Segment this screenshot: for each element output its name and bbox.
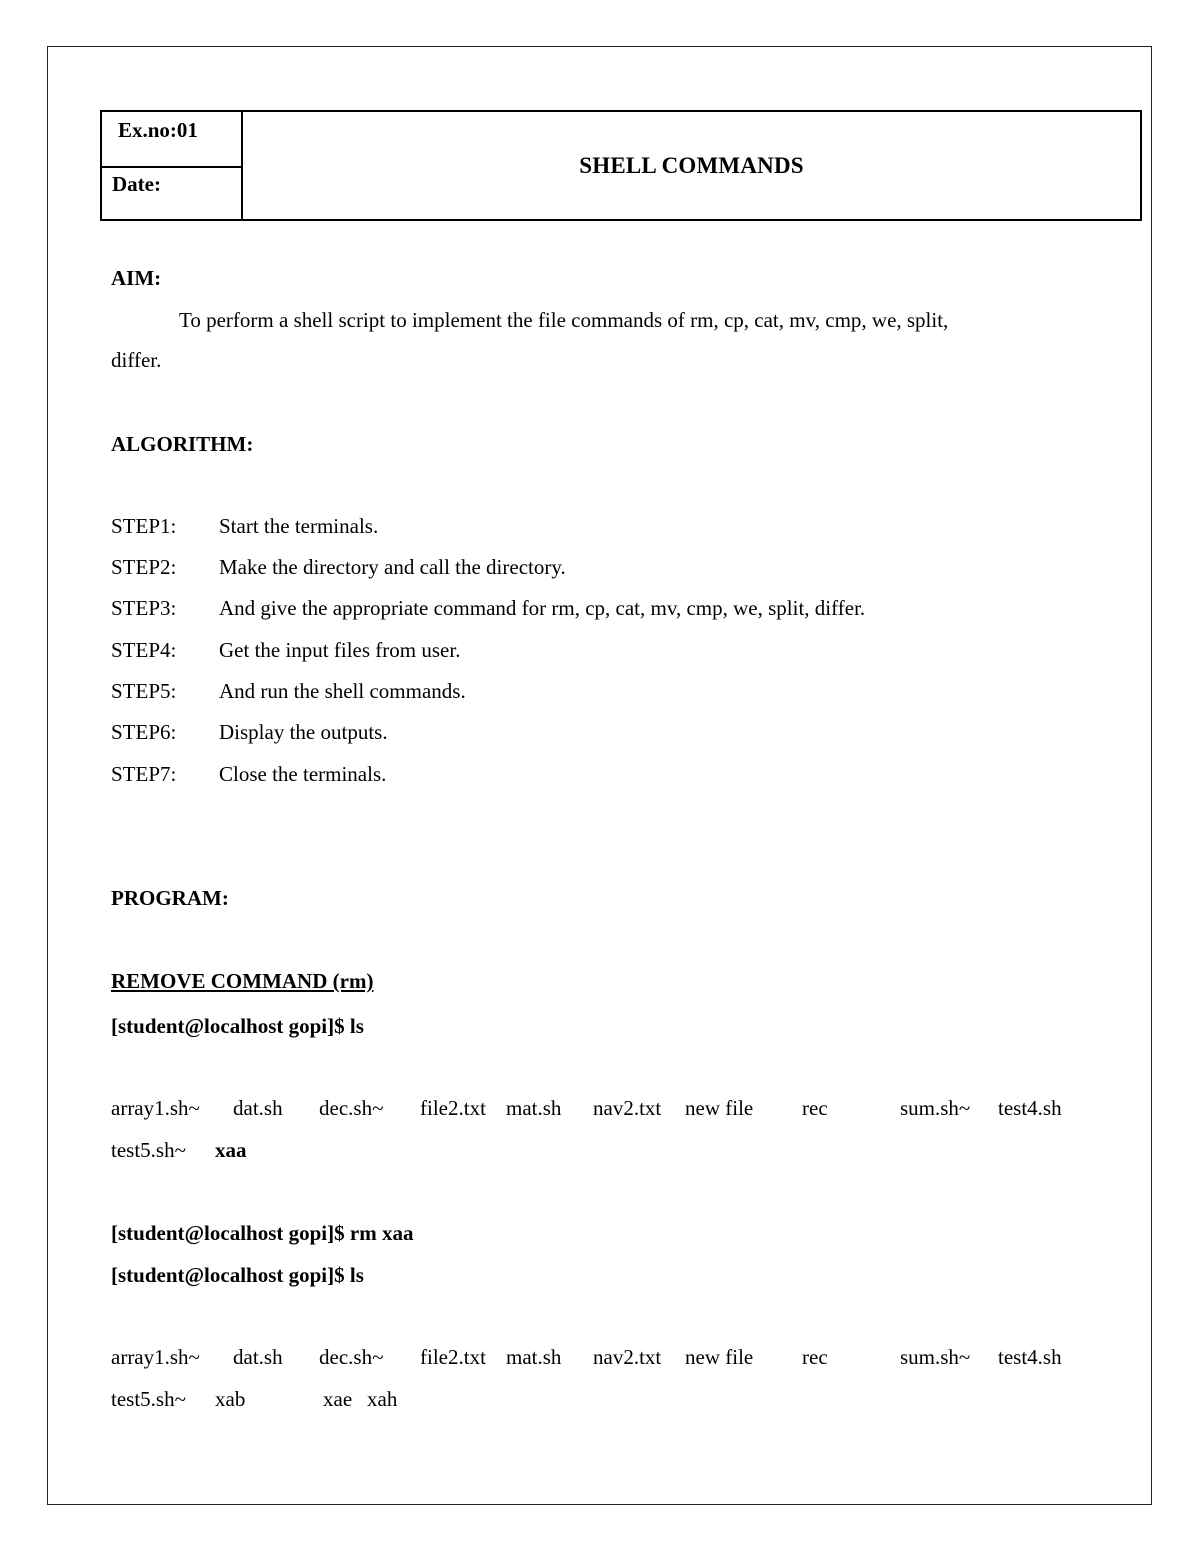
program-heading: PROGRAM: xyxy=(111,886,229,910)
step-text: And run the shell commands. xyxy=(219,679,466,703)
step-text: Start the terminals. xyxy=(219,514,379,538)
command-line: [student@localhost gopi]$ ls xyxy=(111,1263,364,1287)
file-entry: sum.sh~ xyxy=(900,1345,971,1369)
file-entry: new file xyxy=(685,1345,754,1369)
file-entry: nav2.txt xyxy=(593,1345,662,1369)
step-text: Display the outputs. xyxy=(219,720,388,744)
command-line: [student@localhost gopi]$ ls xyxy=(111,1014,364,1038)
file-entry: mat.sh xyxy=(506,1096,562,1120)
step-text: Make the directory and call the directory. xyxy=(219,555,566,579)
exno-cell xyxy=(102,112,241,168)
aim-text-line1: To perform a shell script to implement the file commands of rm, cp, cat, mv, cmp, we, split, xyxy=(179,308,949,332)
aim-heading: AIM: xyxy=(111,266,162,290)
file-entry: xah xyxy=(367,1387,398,1411)
file-entry: xae xyxy=(323,1387,353,1411)
ls-output-row xyxy=(111,1387,1091,1417)
ls-output-row xyxy=(111,1096,1091,1126)
step-label: STEP7: xyxy=(111,762,177,786)
aim-text-line2: differ. xyxy=(111,348,162,372)
file-entry: file2.txt xyxy=(420,1096,486,1120)
step-label: STEP3: xyxy=(111,596,177,620)
file-entry: rec xyxy=(802,1345,828,1369)
file-entry: xab xyxy=(215,1387,246,1411)
file-entry: dat.sh xyxy=(233,1345,283,1369)
step-label: STEP4: xyxy=(111,638,177,662)
header-left-column xyxy=(102,112,243,219)
file-entry: test5.sh~ xyxy=(111,1387,186,1411)
file-entry: sum.sh~ xyxy=(900,1096,971,1120)
file-entry: dec.sh~ xyxy=(319,1345,384,1369)
step-label: STEP2: xyxy=(111,555,177,579)
file-entry: test4.sh xyxy=(998,1345,1062,1369)
section-title: REMOVE COMMAND (rm) xyxy=(111,969,374,993)
exno-label: Ex.no:01 xyxy=(118,118,198,142)
file-entry: file2.txt xyxy=(420,1345,486,1369)
file-entry: array1.sh~ xyxy=(111,1096,200,1120)
ls-output-row xyxy=(111,1345,1091,1375)
file-entry: rec xyxy=(802,1096,828,1120)
step-label: STEP6: xyxy=(111,720,177,744)
command-line: [student@localhost gopi]$ rm xaa xyxy=(111,1221,414,1245)
file-entry: nav2.txt xyxy=(593,1096,662,1120)
file-entry: dat.sh xyxy=(233,1096,283,1120)
step-text: Get the input files from user. xyxy=(219,638,461,662)
step-label: STEP1: xyxy=(111,514,177,538)
date-label: Date: xyxy=(112,172,161,196)
file-entry: mat.sh xyxy=(506,1345,562,1369)
file-entry: dec.sh~ xyxy=(319,1096,384,1120)
header-table xyxy=(100,110,1142,221)
document-title: SHELL COMMANDS xyxy=(579,152,804,178)
file-entry: new file xyxy=(685,1096,754,1120)
algorithm-heading: ALGORITHM: xyxy=(111,432,254,456)
step-text: And give the appropriate command for rm, cp, cat, mv, cmp, we, split, differ. xyxy=(219,596,866,620)
step-text: Close the terminals. xyxy=(219,762,387,786)
step-label: STEP5: xyxy=(111,679,177,703)
ls-output-row xyxy=(111,1138,1091,1168)
file-entry: test5.sh~ xyxy=(111,1138,186,1162)
file-entry: xaa xyxy=(215,1138,247,1162)
file-entry: array1.sh~ xyxy=(111,1345,200,1369)
file-entry: test4.sh xyxy=(998,1096,1062,1120)
